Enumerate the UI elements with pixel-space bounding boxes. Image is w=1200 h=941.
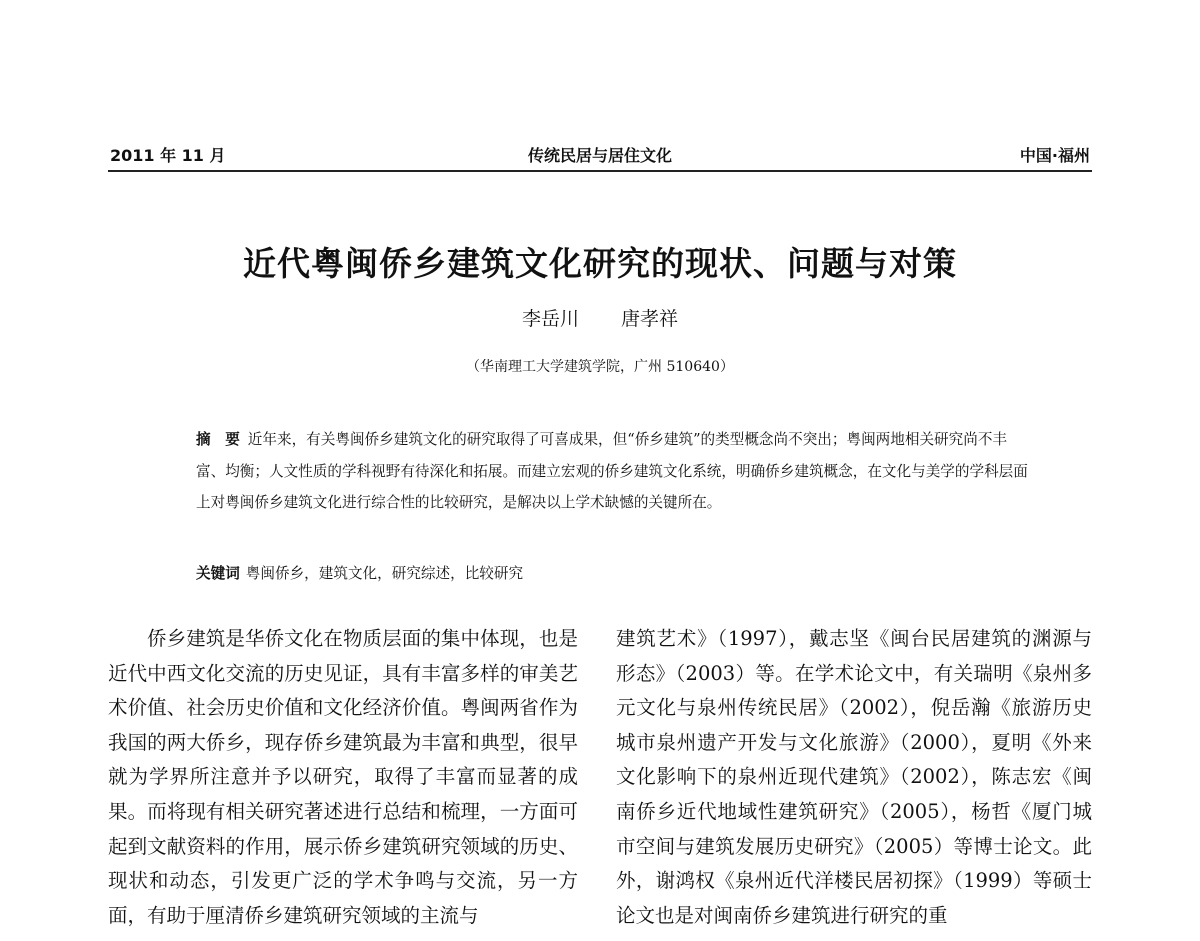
running-header [108,140,1092,172]
affiliation: （华南理工大学建筑学院，广州 510640） [466,359,734,375]
keywords-label: 关键词 [196,565,240,582]
abstract-text: 近年来，有关粤闽侨乡建筑文化的研究取得了可喜成果，但“侨乡建筑”的类型概念尚不突出；粤闽两地相关研究尚不丰富、均衡；人文性质的学科视野有待深化和拓展。而建立宏观的侨乡建筑文化系统，明确侨乡建筑概念，在文化与美学的学科层面上对粤闽侨乡建筑文化进行综合性的比较研究，是解决以上学术缺憾的关键所在。 [196,431,1028,511]
body-column-right: 建筑艺术》（1997），戴志坚《闽台民居建筑的渊源与形态》（2003）等。在学术论文中，有关瑞明《泉州多元文化与泉州传统民居》（2002），倪岳瀚《旅游历史城市泉州遗产开发与文化旅游》（2000），夏明《外来文化影响下的泉州近现代建筑》（2002），陈志宏《闽南侨乡近代地域性建筑研究》（2005），杨哲《厦门城市空间与建筑发展历史研究》（2005）等博士论文。此外，谢鸿权《泉州近代洋楼民居初探》（1999）等硕士论文也是对闽南侨乡建筑进行研究的重 [616,627,1092,927]
authors [0,304,1200,331]
body-column-left: 侨乡建筑是华侨文化在物质层面的集中体现，也是近代中西文化交流的历史见证，具有丰富多样的审美艺术价值、社会历史价值和文化经济价值。粤闽两省作为我国的两大侨乡，现存侨乡建筑最为丰富和典型，很早就为学界所注意并予以研究，取得了丰富而显著的成果。而将现有相关研究著述进行总结和梳理，一方面可起到文献资料的作用，展示侨乡建筑研究领域的历史、现状和动态，引发更广泛的学术争鸣与交流，另一方面，有助于厘清侨乡建筑研究领域的主流与 [108,627,578,927]
header-date: 2011 年 11 月 [110,146,226,165]
paper-title: 近代粤闽侨乡建筑文化研究的现状、问题与对策 [243,244,957,283]
abstract [196,424,1036,519]
abstract-label: 摘 要 [196,431,240,448]
author-2: 唐孝祥 [621,308,679,330]
author-1: 李岳川 [521,308,579,330]
header-journal: 传统民居与居住文化 [527,146,672,165]
header-location: 中国·福州 [1019,146,1090,165]
keywords [196,562,1036,583]
keywords-text: 粤闽侨乡，建筑文化，研究综述，比较研究 [245,565,524,582]
